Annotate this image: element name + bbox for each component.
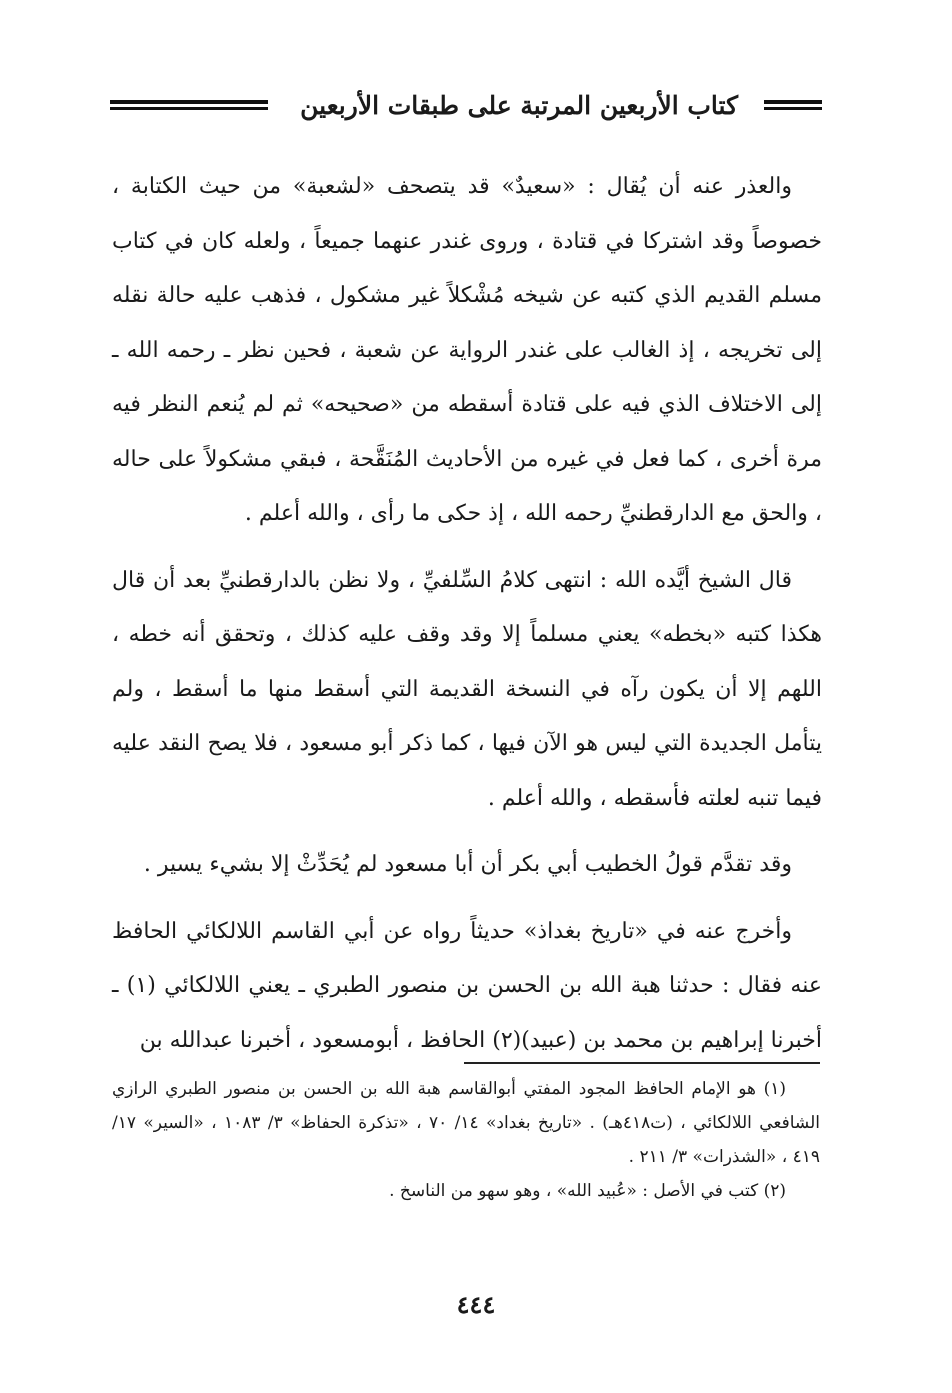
header-rule-right	[764, 100, 822, 112]
paragraph: وقد تقدَّم قولُ الخطيب أبي بكر أن أبا مسعود لم يُحَدِّثْ إلا بشيء يسير .	[143, 852, 792, 877]
footnote: (١) هو الإمام الحافظ المجود المفتي أبوالقاسم هبة الله بن الحسن بن منصور الطبري الرازي الشافعي اللالكائي ، (ت٤١٨هـ) . «تاريخ بغداد» ١٤/ ٧٠ ، «تذكرة الحفاظ» ٣/ ١٠٨٣ ، «السير» ١٧/ ٤١٩ ، «الشذرات» ٣/ ٢١١ .	[112, 1079, 820, 1167]
paragraph: قال الشيخ أيَّده الله : انتهى كلامُ السِّلفيِّ ، ولا نظن بالدارقطنيِّ بعد أن قال هكذا كتبه «بخطه» يعني مسلماً إلا وقد وقف عليه كذلك ، وتحقق أنه خطه ، اللهم إلا أن يكون رآه في النسخة القديمة التي أسقط منها ما أسقط ، ولم يتأمل الجديدة التي ليس هو الآن فيها ، كما ذكر أبو مسعود ، فلا يصح النقد عليه فيما تنبه لعلته فأسقطه ، والله أعلم .	[112, 567, 822, 811]
paragraph: والعذر عنه أن يُقال : «سعيدٌ» قد يتصحف «لشعبة» من حيث الكتابة ، خصوصاً وقد اشتركا في قتادة ، وروى غندر عنهما جميعاً ، ولعله كان في كتاب مسلم القديم الذي كتبه عن شيخه مُشْكلاً غير مشكول ، فذهب عليه حالة نقله إلى تخريجه ، إذ الغالب على غندر الرواية عن شعبة ، فحين نظر ـ رحمه الله ـ إلى الاختلاف الذي فيه على قتادة أسقطه من «صحيحه» ثم لم يُنعم النظر فيه مرة أخرى ، كما فعل في غيره من الأحاديث المُنَقَّحة ، فبقي مشكولاً على حاله ، والحق مع الدارقطنيِّ رحمه الله ، إذ حكى ما رأى ، والله أعلم .	[112, 174, 822, 526]
header-rule-left	[110, 100, 268, 112]
header-title: كتاب الأربعين المرتبة على طبقات الأربعين	[300, 91, 738, 120]
main-text	[112, 160, 822, 1068]
footnote: (٢) كتب في الأصل : «عُبيد الله» ، وهو سهو من الناسخ .	[389, 1181, 786, 1201]
paragraph: وأخرج عنه في «تاريخ بغداذ» حديثاً رواه عن أبي القاسم اللالكائي الحافظ عنه فقال : حدثنا هبة الله بن الحسن بن منصور الطبري ـ يعني اللالكائي (١) ـ أخبرنا إبراهيم بن محمد بن (عبيد)(٢) الحافظ ، أبومسعود ، أخبرنا عبدالله بن	[112, 918, 822, 1053]
page-number: ٤٤٤	[456, 1290, 496, 1319]
running-header	[110, 86, 822, 126]
footnotes	[112, 1072, 820, 1208]
footnote-divider	[464, 1062, 820, 1064]
